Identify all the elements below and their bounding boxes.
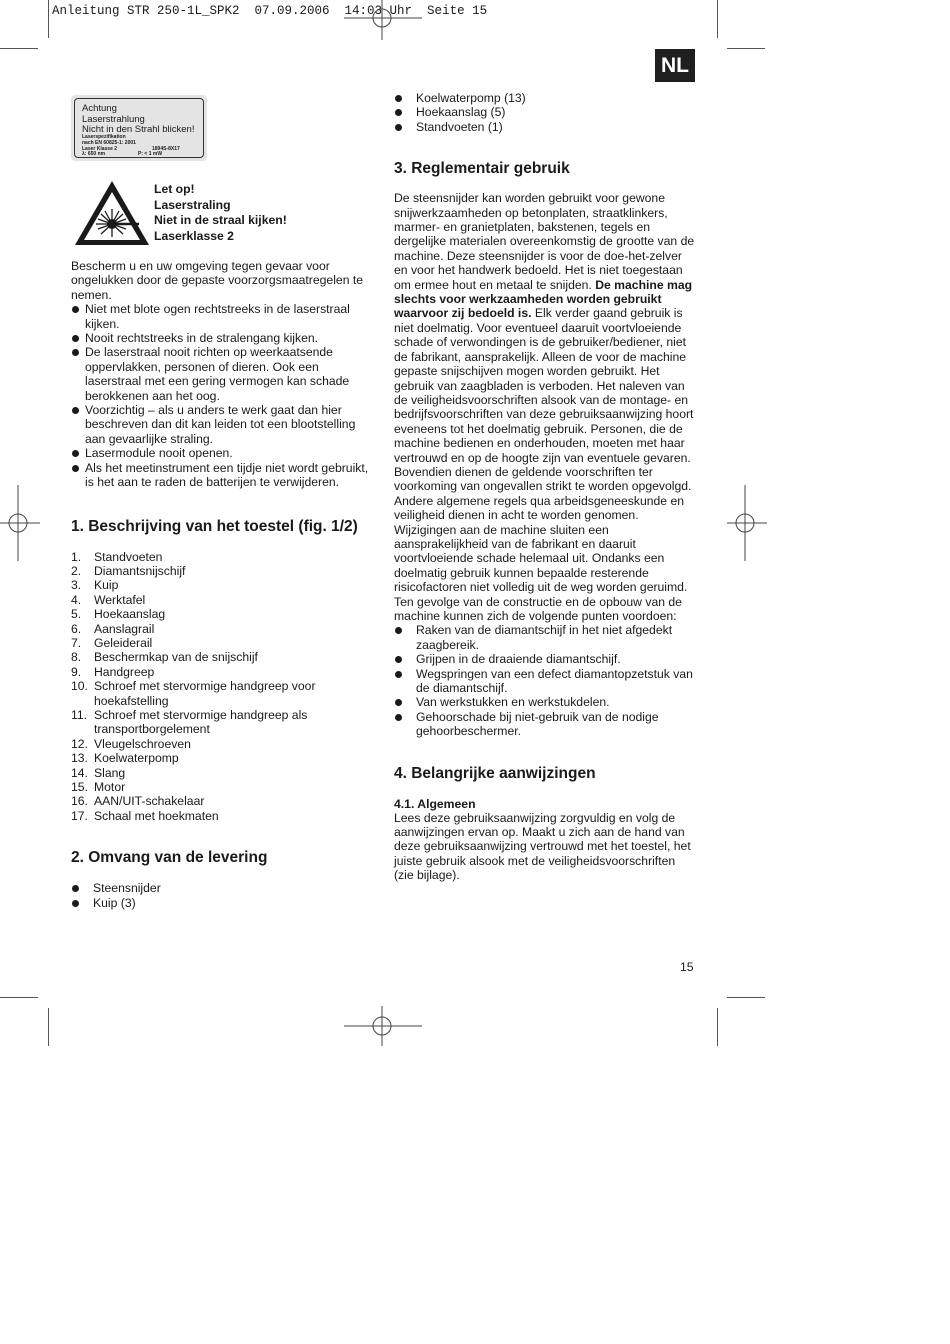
label-line: λ: 650 nm (82, 151, 106, 157)
crop-mark (0, 48, 38, 49)
delivery-list-continued (394, 91, 697, 134)
warning-line: Let op! (154, 182, 195, 196)
list-item: Grijpen in de draaiende diamantschijf. (394, 652, 697, 666)
list-item (71, 650, 371, 664)
list-item: Gehoorschade bij niet-gebruik van de nodige gehoorbeschermer. (394, 710, 697, 739)
list-text: Diamantsnijschijf (94, 563, 186, 578)
crop-mark (727, 48, 765, 49)
list-number: 12. (71, 736, 88, 751)
crop-mark (727, 997, 765, 998)
list-number: 13. (71, 751, 88, 766)
list-text: Standvoeten (94, 549, 163, 564)
list-number: 11. (71, 707, 88, 722)
list-text: Vleugelschroeven (94, 736, 191, 751)
laser-safety-list (71, 302, 371, 489)
list-number: 9. (71, 664, 82, 679)
list-item: Steensnijder (71, 881, 371, 895)
list-item (71, 622, 371, 636)
left-column (71, 259, 371, 910)
list-item (71, 607, 371, 621)
crop-mark (717, 1008, 718, 1046)
page-number: 15 (680, 960, 694, 974)
list-number: 16. (71, 794, 88, 809)
language-badge: NL (655, 49, 695, 82)
label-line: Laserspezifikation (82, 134, 126, 140)
warning-line: Niet in de straal kijken! (154, 213, 287, 227)
list-item: Lasermodule nooit openen. (71, 446, 371, 460)
text-run: De steensnijder kan worden gebruikt voor gewone snijwerkzaamheden op betonplaten, straatklinkers, marmer- en granietplaten, bakstenen, tegels en dergelijke materialen overeenkomstig de grootte van de machine. Deze steensnijder is voor de doe-het-zelver en voor het handwerk bedoeld. Het is niet toegestaan om ermee hout en metaal te snijden. (394, 191, 695, 292)
warning-line: Laserstraling (154, 197, 231, 212)
list-text: Geleiderail (94, 635, 153, 650)
list-item (71, 564, 371, 578)
list-item (71, 550, 371, 564)
list-number: 5. (71, 607, 82, 622)
crop-mark (0, 997, 38, 998)
list-item (71, 737, 371, 751)
label-line: nach EN 60825-1: 2001 (82, 140, 136, 146)
section-3-paragraph (394, 191, 697, 623)
list-item: Hoekaanslag (5) (394, 105, 697, 119)
list-item: Wegspringen van een defect diamantopzetstuk van de diamantschijf. (394, 667, 697, 696)
parts-list (71, 550, 371, 824)
list-item: De laserstraal nooit richten op weerkaatsende oppervlakken, personen of dieren. Ook een laserstraal met een gering vermogen kan schade berokkenen aan het oog. (71, 345, 371, 403)
list-item: Van werkstukken en werkstukdelen. (394, 695, 697, 709)
list-item (71, 578, 371, 592)
registration-mark (0, 485, 40, 561)
section-4-title: 4. Belangrijke aanwijzingen (394, 764, 596, 782)
list-item: Koelwaterpomp (13) (394, 91, 697, 105)
list-number: 3. (71, 578, 82, 593)
section-3-title: 3. Reglementair gebruik (394, 160, 570, 178)
list-number: 2. (71, 563, 82, 578)
warning-line: Laserklasse 2 (154, 228, 234, 243)
print-header: Anleitung STR 250-1L_SPK2 07.09.2006 14:03 Uhr Seite 15 (52, 4, 488, 18)
list-item (71, 751, 371, 765)
crop-mark (717, 0, 718, 38)
list-number: 6. (71, 621, 82, 636)
list-number: 7. (71, 635, 82, 650)
label-line: Laser Klasse 2 (82, 146, 118, 152)
list-number: 17. (71, 808, 88, 823)
label-line: Achtung (82, 103, 117, 114)
label-line: Laserstrahlung (82, 114, 145, 125)
list-item (71, 766, 371, 780)
list-text: Aanslagrail (94, 621, 155, 636)
crop-mark (48, 1008, 49, 1046)
list-text: Handgreep (94, 664, 155, 679)
text-run: Elk verder gaand gebruik is niet doelmatig. Voor eventueel daaruit voortvloeiende schade of verwondingen is de gebruiker/bediener, niet de fabrikant, aansprakelijk. Alleen de voor de machine gepaste snijschijven mogen worden gebruikt. Het gebruik van zaagbladen is verboden. Het naleven van de veiligheidsvoorschriften alsook van de montage- en bedrijfsvoorschriften van deze gebruiksaanwijzing hoort eveneens tot het doelmatig gebruik. Personen, die de machine bedienen en onderhouden, moeten met haar vertrouwd en op de hoogte zijn van eventuele gevaren. Bovendien dienen de geldende voorschriften ter voorkoming van ongevallen strikt te worden opgevolgd. Andere algemene regels qua arbeidsgeneeskunde en veiligheid dienen in acht te worden genomen. Wijzigingen aan de machine sluiten een aansprakelijkheid van de fabrikant en daaruit voortvloeiende schade helemaal uit. Ondanks een doelmatig gebruik kunnen bepaalde resterende risicofactoren niet volledig uit de weg worden geruimd. Ten gevolge van de constructie en de opbouw van de machine kunnen zich de volgende punten voordoen: (394, 306, 694, 623)
list-item: Raken van de diamantschijf in het niet afgedekt zaagbereik. (394, 623, 697, 652)
list-item: Niet met blote ogen rechtstreeks in de laserstraal kijken. (71, 302, 371, 331)
list-item (71, 665, 371, 679)
list-text: Werktafel (94, 592, 146, 607)
list-item: Standvoeten (1) (394, 120, 697, 134)
list-item (71, 780, 371, 794)
list-text: Motor (94, 780, 126, 794)
label-line: 1894S-8X17 (152, 146, 180, 152)
list-item: Voorzichtig – als u anders te werk gaat dan hier beschreven dan dit kan leiden tot een blootstelling aan gevaarlijke straling. (71, 403, 371, 446)
list-item: Nooit rechtstreeks in de stralengang kijken. (71, 331, 371, 345)
list-item (71, 809, 371, 823)
list-text: Kuip (94, 578, 119, 593)
risk-list (394, 623, 697, 738)
list-item (71, 593, 371, 607)
list-item (71, 636, 371, 650)
section-1-title: 1. Beschrijving van het toestel (fig. 1/2) (71, 517, 358, 535)
list-text: Slang (94, 765, 126, 780)
registration-mark (727, 485, 767, 561)
laser-warning-icon (73, 179, 151, 247)
list-text: Hoekaanslag (94, 607, 166, 622)
registration-mark (344, 0, 422, 40)
laser-warning-text (154, 182, 287, 244)
laser-warning-label (71, 95, 207, 161)
list-number: 4. (71, 592, 82, 607)
list-text: Beschermkap van de snijschijf (94, 650, 258, 665)
list-item (71, 708, 371, 737)
delivery-list (71, 881, 371, 910)
list-text: Koelwaterpomp (94, 751, 179, 766)
list-text: Schroef met stervormige handgreep voor hoekafstelling (94, 679, 316, 708)
list-number: 10. (71, 679, 88, 694)
list-item: Als het meetinstrument een tijdje niet wordt gebruikt, is het aan te raden de batterijen te verwijderen. (71, 461, 371, 490)
list-text: Schroef met stervormige handgreep als transportborgelement (94, 707, 308, 737)
list-item: Kuip (3) (71, 896, 371, 910)
list-number: 8. (71, 650, 82, 665)
section-4-paragraph: Lees deze gebruiksaanwijzing zorgvuldig en volg de aanwijzingen ervan op. Maakt u zich aan de hand van deze gebruiksaanwijzing vertrouwd met het toestel, het juiste gebruik alsook met de veiligheidsvoorschriften (zie bijlage). (394, 810, 691, 883)
intro-paragraph: Bescherm u en uw omgeving tegen gevaar voor ongelukken door de gepaste voorzorgsmaatregelen te nemen. (71, 259, 364, 302)
crop-mark (48, 0, 49, 38)
list-number: 14. (71, 765, 88, 780)
right-column (394, 91, 697, 883)
section-4-subtitle: 4.1. Algemeen (394, 796, 476, 811)
text-run-bold: De machine mag slechts voor werkzaamheden worden gebruikt waarvoor zij bedoeld is. (394, 277, 693, 321)
list-text: Schaal met hoekmaten (94, 808, 219, 823)
label-line: P: < 1 mW (138, 151, 163, 157)
list-item (71, 679, 371, 708)
section-2-title: 2. Omvang van de levering (71, 849, 268, 867)
label-line: Nicht in den Strahl blicken! (82, 124, 195, 135)
list-text: AAN/UIT-schakelaar (94, 794, 205, 809)
list-item (71, 794, 371, 808)
registration-mark (344, 1006, 422, 1046)
list-number: 1. (71, 549, 82, 564)
list-number: 15. (71, 780, 88, 794)
